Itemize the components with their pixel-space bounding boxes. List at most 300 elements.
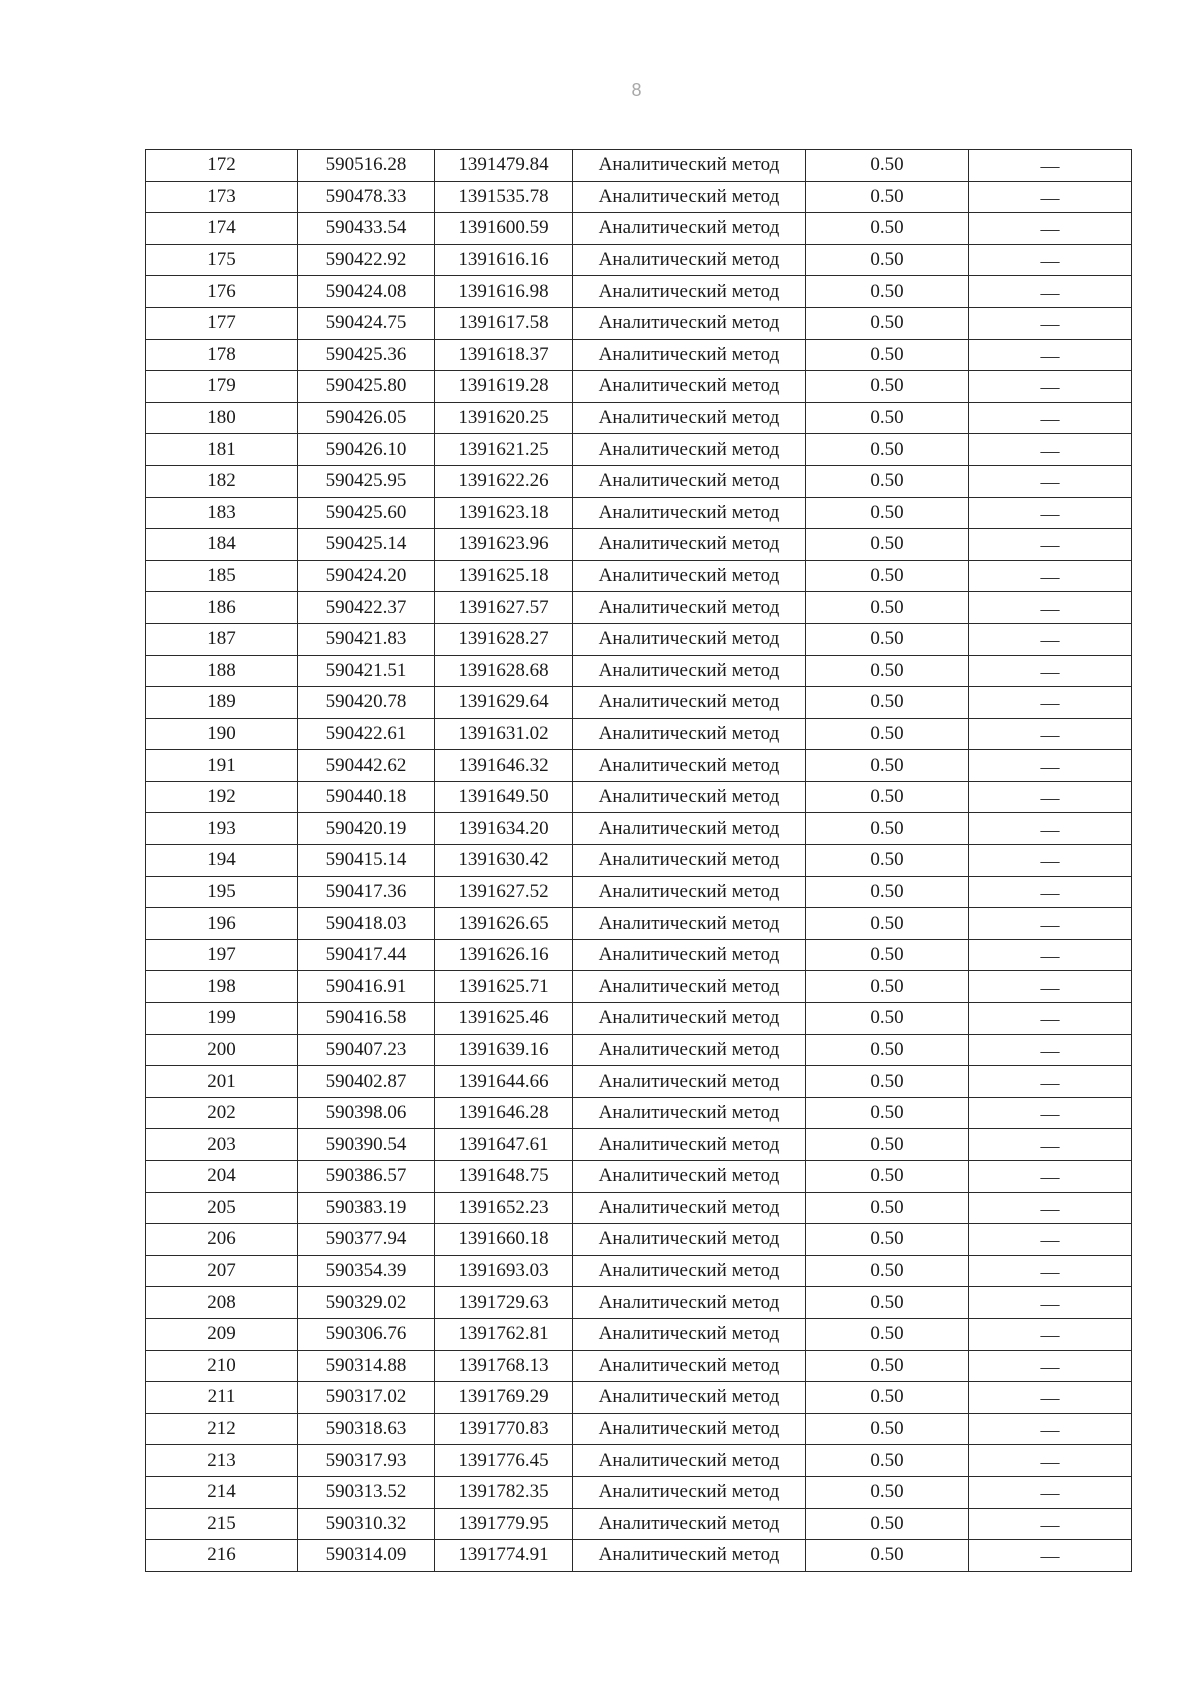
note-cell xyxy=(969,339,1132,371)
point-number-cell: 176 xyxy=(146,276,298,308)
method-cell: Аналитический метод xyxy=(573,750,806,782)
accuracy-cell: 0.50 xyxy=(806,1350,969,1382)
note-cell xyxy=(969,371,1132,403)
point-number-cell: 172 xyxy=(146,150,298,182)
x-coordinate-cell: 590416.91 xyxy=(298,971,435,1003)
x-coordinate-cell: 590418.03 xyxy=(298,908,435,940)
accuracy-cell: 0.50 xyxy=(806,181,969,213)
point-number-cell: 191 xyxy=(146,750,298,782)
point-number-cell: 213 xyxy=(146,1445,298,1477)
accuracy-cell: 0.50 xyxy=(806,908,969,940)
y-coordinate-cell: 1391634.20 xyxy=(435,813,573,845)
y-coordinate-cell: 1391622.26 xyxy=(435,465,573,497)
note-cell xyxy=(969,687,1132,719)
table-body xyxy=(146,150,1132,1572)
note-value: — xyxy=(1040,598,1060,620)
method-cell: Аналитический метод xyxy=(573,813,806,845)
accuracy-cell: 0.50 xyxy=(806,1287,969,1319)
y-coordinate-cell: 1391627.52 xyxy=(435,876,573,908)
note-value: — xyxy=(1040,1167,1060,1189)
method-cell: Аналитический метод xyxy=(573,623,806,655)
table-row xyxy=(146,592,1132,624)
point-number-cell: 196 xyxy=(146,908,298,940)
method-cell: Аналитический метод xyxy=(573,497,806,529)
method-cell: Аналитический метод xyxy=(573,781,806,813)
note-cell xyxy=(969,402,1132,434)
point-number-cell: 175 xyxy=(146,244,298,276)
note-cell xyxy=(969,1161,1132,1193)
note-cell xyxy=(969,1034,1132,1066)
accuracy-cell: 0.50 xyxy=(806,560,969,592)
coordinates-table xyxy=(145,149,1132,1572)
y-coordinate-cell: 1391616.98 xyxy=(435,276,573,308)
table-row xyxy=(146,1097,1132,1129)
note-cell xyxy=(969,1097,1132,1129)
note-cell xyxy=(969,750,1132,782)
note-value: — xyxy=(1040,1388,1060,1410)
accuracy-cell: 0.50 xyxy=(806,244,969,276)
method-cell: Аналитический метод xyxy=(573,1287,806,1319)
point-number-cell: 179 xyxy=(146,371,298,403)
table-row xyxy=(146,623,1132,655)
note-value: — xyxy=(1040,977,1060,999)
x-coordinate-cell: 590440.18 xyxy=(298,781,435,813)
note-value: — xyxy=(1040,724,1060,746)
accuracy-cell: 0.50 xyxy=(806,1034,969,1066)
accuracy-cell: 0.50 xyxy=(806,939,969,971)
table-row xyxy=(146,1318,1132,1350)
accuracy-cell: 0.50 xyxy=(806,718,969,750)
method-cell: Аналитический метод xyxy=(573,529,806,561)
y-coordinate-cell: 1391628.27 xyxy=(435,623,573,655)
point-number-cell: 188 xyxy=(146,655,298,687)
note-cell xyxy=(969,908,1132,940)
table-row xyxy=(146,1508,1132,1540)
accuracy-cell: 0.50 xyxy=(806,307,969,339)
point-number-cell: 207 xyxy=(146,1255,298,1287)
note-value: — xyxy=(1040,345,1060,367)
method-cell: Аналитический метод xyxy=(573,465,806,497)
accuracy-cell: 0.50 xyxy=(806,1445,969,1477)
method-cell: Аналитический метод xyxy=(573,150,806,182)
table-row xyxy=(146,939,1132,971)
note-value: — xyxy=(1040,1451,1060,1473)
note-value: — xyxy=(1040,819,1060,841)
note-cell xyxy=(969,276,1132,308)
table-row xyxy=(146,845,1132,877)
method-cell: Аналитический метод xyxy=(573,1318,806,1350)
table-row xyxy=(146,1192,1132,1224)
note-value: — xyxy=(1040,472,1060,494)
y-coordinate-cell: 1391652.23 xyxy=(435,1192,573,1224)
x-coordinate-cell: 590317.93 xyxy=(298,1445,435,1477)
x-coordinate-cell: 590415.14 xyxy=(298,845,435,877)
accuracy-cell: 0.50 xyxy=(806,529,969,561)
note-cell xyxy=(969,623,1132,655)
accuracy-cell: 0.50 xyxy=(806,1224,969,1256)
note-cell xyxy=(969,592,1132,624)
note-value: — xyxy=(1040,1040,1060,1062)
point-number-cell: 205 xyxy=(146,1192,298,1224)
point-number-cell: 198 xyxy=(146,971,298,1003)
note-cell xyxy=(969,1413,1132,1445)
note-value: — xyxy=(1040,1262,1060,1284)
point-number-cell: 194 xyxy=(146,845,298,877)
point-number-cell: 209 xyxy=(146,1318,298,1350)
note-value: — xyxy=(1040,630,1060,652)
point-number-cell: 174 xyxy=(146,213,298,245)
y-coordinate-cell: 1391639.16 xyxy=(435,1034,573,1066)
point-number-cell: 216 xyxy=(146,1540,298,1572)
method-cell: Аналитический метод xyxy=(573,845,806,877)
accuracy-cell: 0.50 xyxy=(806,781,969,813)
note-cell xyxy=(969,181,1132,213)
note-value: — xyxy=(1040,535,1060,557)
method-cell: Аналитический метод xyxy=(573,971,806,1003)
x-coordinate-cell: 590433.54 xyxy=(298,213,435,245)
point-number-cell: 193 xyxy=(146,813,298,845)
note-cell xyxy=(969,1066,1132,1098)
note-value: — xyxy=(1040,1230,1060,1252)
method-cell: Аналитический метод xyxy=(573,307,806,339)
method-cell: Аналитический метод xyxy=(573,655,806,687)
method-cell: Аналитический метод xyxy=(573,908,806,940)
point-number-cell: 185 xyxy=(146,560,298,592)
note-value: — xyxy=(1040,1483,1060,1505)
note-cell xyxy=(969,497,1132,529)
point-number-cell: 210 xyxy=(146,1350,298,1382)
point-number-cell: 204 xyxy=(146,1161,298,1193)
method-cell: Аналитический метод xyxy=(573,1003,806,1035)
accuracy-cell: 0.50 xyxy=(806,1003,969,1035)
table-row xyxy=(146,813,1132,845)
table-row xyxy=(146,276,1132,308)
x-coordinate-cell: 590420.78 xyxy=(298,687,435,719)
x-coordinate-cell: 590478.33 xyxy=(298,181,435,213)
point-number-cell: 173 xyxy=(146,181,298,213)
method-cell: Аналитический метод xyxy=(573,402,806,434)
x-coordinate-cell: 590377.94 xyxy=(298,1224,435,1256)
x-coordinate-cell: 590421.51 xyxy=(298,655,435,687)
accuracy-cell: 0.50 xyxy=(806,1382,969,1414)
accuracy-cell: 0.50 xyxy=(806,1161,969,1193)
table-row xyxy=(146,1255,1132,1287)
y-coordinate-cell: 1391762.81 xyxy=(435,1318,573,1350)
point-number-cell: 184 xyxy=(146,529,298,561)
point-number-cell: 183 xyxy=(146,497,298,529)
point-number-cell: 189 xyxy=(146,687,298,719)
accuracy-cell: 0.50 xyxy=(806,845,969,877)
y-coordinate-cell: 1391626.16 xyxy=(435,939,573,971)
note-cell xyxy=(969,1287,1132,1319)
note-value: — xyxy=(1040,1420,1060,1442)
note-cell xyxy=(969,434,1132,466)
accuracy-cell: 0.50 xyxy=(806,1476,969,1508)
note-value: — xyxy=(1040,377,1060,399)
method-cell: Аналитический метод xyxy=(573,1129,806,1161)
table-row xyxy=(146,1445,1132,1477)
note-cell xyxy=(969,876,1132,908)
table-row xyxy=(146,560,1132,592)
x-coordinate-cell: 590424.75 xyxy=(298,307,435,339)
method-cell: Аналитический метод xyxy=(573,560,806,592)
method-cell: Аналитический метод xyxy=(573,1097,806,1129)
x-coordinate-cell: 590424.20 xyxy=(298,560,435,592)
point-number-cell: 192 xyxy=(146,781,298,813)
x-coordinate-cell: 590422.37 xyxy=(298,592,435,624)
x-coordinate-cell: 590386.57 xyxy=(298,1161,435,1193)
x-coordinate-cell: 590354.39 xyxy=(298,1255,435,1287)
point-number-cell: 201 xyxy=(146,1066,298,1098)
note-cell xyxy=(969,939,1132,971)
note-cell xyxy=(969,845,1132,877)
accuracy-cell: 0.50 xyxy=(806,465,969,497)
note-value: — xyxy=(1040,851,1060,873)
note-value: — xyxy=(1040,1325,1060,1347)
table-row xyxy=(146,687,1132,719)
method-cell: Аналитический метод xyxy=(573,434,806,466)
method-cell: Аналитический метод xyxy=(573,1540,806,1572)
note-value: — xyxy=(1040,440,1060,462)
y-coordinate-cell: 1391616.16 xyxy=(435,244,573,276)
point-number-cell: 208 xyxy=(146,1287,298,1319)
point-number-cell: 211 xyxy=(146,1382,298,1414)
note-value: — xyxy=(1040,1356,1060,1378)
point-number-cell: 197 xyxy=(146,939,298,971)
y-coordinate-cell: 1391625.46 xyxy=(435,1003,573,1035)
x-coordinate-cell: 590442.62 xyxy=(298,750,435,782)
note-value: — xyxy=(1040,914,1060,936)
x-coordinate-cell: 590329.02 xyxy=(298,1287,435,1319)
point-number-cell: 199 xyxy=(146,1003,298,1035)
note-cell xyxy=(969,1224,1132,1256)
note-value: — xyxy=(1040,756,1060,778)
x-coordinate-cell: 590416.58 xyxy=(298,1003,435,1035)
note-value: — xyxy=(1040,1135,1060,1157)
note-cell xyxy=(969,1476,1132,1508)
x-coordinate-cell: 590516.28 xyxy=(298,150,435,182)
accuracy-cell: 0.50 xyxy=(806,150,969,182)
note-cell xyxy=(969,529,1132,561)
method-cell: Аналитический метод xyxy=(573,1255,806,1287)
x-coordinate-cell: 590425.95 xyxy=(298,465,435,497)
table-row xyxy=(146,529,1132,561)
y-coordinate-cell: 1391620.25 xyxy=(435,402,573,434)
accuracy-cell: 0.50 xyxy=(806,971,969,1003)
note-cell xyxy=(969,1129,1132,1161)
x-coordinate-cell: 590306.76 xyxy=(298,1318,435,1350)
accuracy-cell: 0.50 xyxy=(806,655,969,687)
table-row xyxy=(146,1224,1132,1256)
method-cell: Аналитический метод xyxy=(573,592,806,624)
x-coordinate-cell: 590314.88 xyxy=(298,1350,435,1382)
x-coordinate-cell: 590420.19 xyxy=(298,813,435,845)
note-value: — xyxy=(1040,1546,1060,1568)
table-row xyxy=(146,213,1132,245)
note-cell xyxy=(969,1508,1132,1540)
table-row xyxy=(146,876,1132,908)
y-coordinate-cell: 1391621.25 xyxy=(435,434,573,466)
note-value: — xyxy=(1040,251,1060,273)
note-value: — xyxy=(1040,661,1060,683)
point-number-cell: 177 xyxy=(146,307,298,339)
note-value: — xyxy=(1040,1104,1060,1126)
accuracy-cell: 0.50 xyxy=(806,592,969,624)
accuracy-cell: 0.50 xyxy=(806,623,969,655)
note-cell xyxy=(969,244,1132,276)
x-coordinate-cell: 590398.06 xyxy=(298,1097,435,1129)
note-value: — xyxy=(1040,1514,1060,1536)
accuracy-cell: 0.50 xyxy=(806,276,969,308)
x-coordinate-cell: 590422.92 xyxy=(298,244,435,276)
table-row xyxy=(146,181,1132,213)
point-number-cell: 195 xyxy=(146,876,298,908)
note-value: — xyxy=(1040,282,1060,304)
method-cell: Аналитический метод xyxy=(573,1350,806,1382)
accuracy-cell: 0.50 xyxy=(806,750,969,782)
note-value: — xyxy=(1040,219,1060,241)
point-number-cell: 180 xyxy=(146,402,298,434)
accuracy-cell: 0.50 xyxy=(806,402,969,434)
note-cell xyxy=(969,813,1132,845)
table-row xyxy=(146,908,1132,940)
table-row xyxy=(146,750,1132,782)
page-number: 8 xyxy=(631,80,642,100)
y-coordinate-cell: 1391625.71 xyxy=(435,971,573,1003)
table-row xyxy=(146,1034,1132,1066)
y-coordinate-cell: 1391625.18 xyxy=(435,560,573,592)
y-coordinate-cell: 1391623.18 xyxy=(435,497,573,529)
table-row xyxy=(146,1003,1132,1035)
method-cell: Аналитический метод xyxy=(573,1034,806,1066)
note-value: — xyxy=(1040,187,1060,209)
note-cell xyxy=(969,150,1132,182)
note-value: — xyxy=(1040,1198,1060,1220)
y-coordinate-cell: 1391647.61 xyxy=(435,1129,573,1161)
method-cell: Аналитический метод xyxy=(573,181,806,213)
note-cell xyxy=(969,971,1132,1003)
method-cell: Аналитический метод xyxy=(573,876,806,908)
y-coordinate-cell: 1391629.64 xyxy=(435,687,573,719)
method-cell: Аналитический метод xyxy=(573,1161,806,1193)
y-coordinate-cell: 1391646.32 xyxy=(435,750,573,782)
y-coordinate-cell: 1391617.58 xyxy=(435,307,573,339)
accuracy-cell: 0.50 xyxy=(806,1066,969,1098)
note-cell xyxy=(969,1192,1132,1224)
method-cell: Аналитический метод xyxy=(573,1382,806,1414)
x-coordinate-cell: 590402.87 xyxy=(298,1066,435,1098)
note-cell xyxy=(969,1382,1132,1414)
method-cell: Аналитический метод xyxy=(573,1508,806,1540)
x-coordinate-cell: 590407.23 xyxy=(298,1034,435,1066)
y-coordinate-cell: 1391660.18 xyxy=(435,1224,573,1256)
accuracy-cell: 0.50 xyxy=(806,339,969,371)
note-cell xyxy=(969,307,1132,339)
accuracy-cell: 0.50 xyxy=(806,1540,969,1572)
table-row xyxy=(146,1287,1132,1319)
accuracy-cell: 0.50 xyxy=(806,1192,969,1224)
table-row xyxy=(146,781,1132,813)
x-coordinate-cell: 590417.36 xyxy=(298,876,435,908)
x-coordinate-cell: 590313.52 xyxy=(298,1476,435,1508)
table-row xyxy=(146,1066,1132,1098)
table-row xyxy=(146,1382,1132,1414)
method-cell: Аналитический метод xyxy=(573,339,806,371)
y-coordinate-cell: 1391627.57 xyxy=(435,592,573,624)
note-value: — xyxy=(1040,314,1060,336)
note-value: — xyxy=(1040,409,1060,431)
method-cell: Аналитический метод xyxy=(573,1476,806,1508)
y-coordinate-cell: 1391623.96 xyxy=(435,529,573,561)
x-coordinate-cell: 590390.54 xyxy=(298,1129,435,1161)
note-cell xyxy=(969,560,1132,592)
method-cell: Аналитический метод xyxy=(573,244,806,276)
point-number-cell: 181 xyxy=(146,434,298,466)
note-value: — xyxy=(1040,567,1060,589)
accuracy-cell: 0.50 xyxy=(806,1413,969,1445)
table-row xyxy=(146,718,1132,750)
point-number-cell: 182 xyxy=(146,465,298,497)
accuracy-cell: 0.50 xyxy=(806,497,969,529)
note-cell xyxy=(969,1003,1132,1035)
accuracy-cell: 0.50 xyxy=(806,434,969,466)
method-cell: Аналитический метод xyxy=(573,1192,806,1224)
point-number-cell: 187 xyxy=(146,623,298,655)
method-cell: Аналитический метод xyxy=(573,718,806,750)
y-coordinate-cell: 1391769.29 xyxy=(435,1382,573,1414)
method-cell: Аналитический метод xyxy=(573,371,806,403)
y-coordinate-cell: 1391774.91 xyxy=(435,1540,573,1572)
method-cell: Аналитический метод xyxy=(573,687,806,719)
table-row xyxy=(146,1413,1132,1445)
table-row xyxy=(146,1540,1132,1572)
x-coordinate-cell: 590417.44 xyxy=(298,939,435,971)
table-row xyxy=(146,244,1132,276)
note-cell xyxy=(969,213,1132,245)
accuracy-cell: 0.50 xyxy=(806,213,969,245)
method-cell: Аналитический метод xyxy=(573,1445,806,1477)
y-coordinate-cell: 1391770.83 xyxy=(435,1413,573,1445)
y-coordinate-cell: 1391776.45 xyxy=(435,1445,573,1477)
accuracy-cell: 0.50 xyxy=(806,813,969,845)
y-coordinate-cell: 1391693.03 xyxy=(435,1255,573,1287)
point-number-cell: 178 xyxy=(146,339,298,371)
note-value: — xyxy=(1040,946,1060,968)
x-coordinate-cell: 590426.05 xyxy=(298,402,435,434)
x-coordinate-cell: 590310.32 xyxy=(298,1508,435,1540)
x-coordinate-cell: 590425.80 xyxy=(298,371,435,403)
accuracy-cell: 0.50 xyxy=(806,876,969,908)
table-row xyxy=(146,402,1132,434)
x-coordinate-cell: 590425.36 xyxy=(298,339,435,371)
accuracy-cell: 0.50 xyxy=(806,1318,969,1350)
table-row xyxy=(146,1161,1132,1193)
point-number-cell: 206 xyxy=(146,1224,298,1256)
y-coordinate-cell: 1391479.84 xyxy=(435,150,573,182)
method-cell: Аналитический метод xyxy=(573,1066,806,1098)
note-value: — xyxy=(1040,1293,1060,1315)
note-value: — xyxy=(1040,1072,1060,1094)
x-coordinate-cell: 590317.02 xyxy=(298,1382,435,1414)
y-coordinate-cell: 1391600.59 xyxy=(435,213,573,245)
y-coordinate-cell: 1391779.95 xyxy=(435,1508,573,1540)
y-coordinate-cell: 1391768.13 xyxy=(435,1350,573,1382)
x-coordinate-cell: 590422.61 xyxy=(298,718,435,750)
y-coordinate-cell: 1391628.68 xyxy=(435,655,573,687)
accuracy-cell: 0.50 xyxy=(806,371,969,403)
note-cell xyxy=(969,1255,1132,1287)
x-coordinate-cell: 590314.09 xyxy=(298,1540,435,1572)
